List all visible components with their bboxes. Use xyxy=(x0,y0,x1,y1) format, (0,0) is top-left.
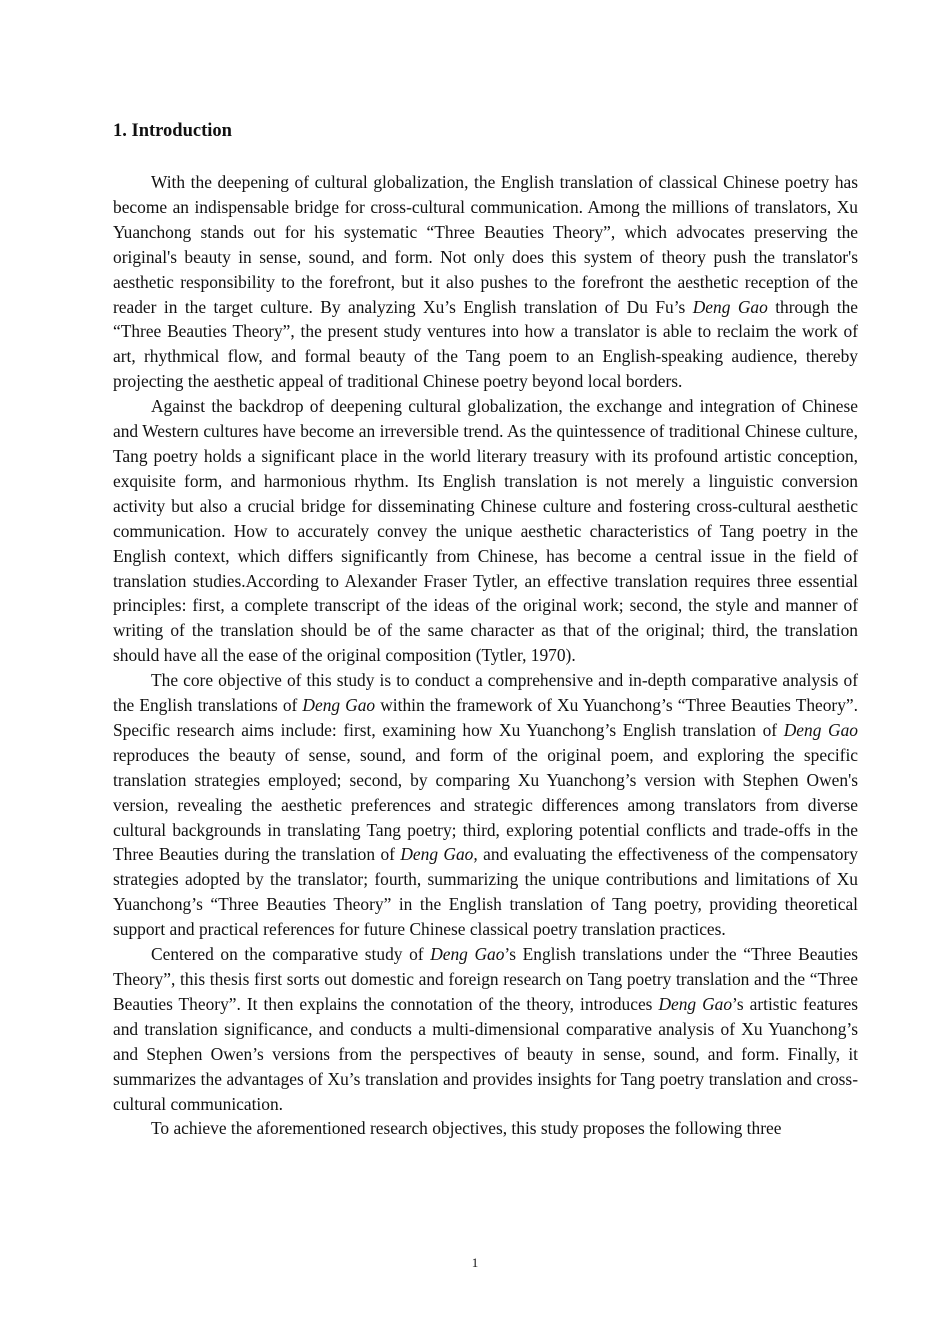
body-text xyxy=(113,170,858,1141)
section-title: Introduction xyxy=(131,121,232,141)
text-run: reproduces the beauty of sense, sound, and form of the original poem, and exploring the specific translation strategies employed; second, by comparing Xu Yuanchong’s version with Stephen Owen's version, revealing the aesthetic preferences and strategic differences among translators from diverse cultural backgrounds in translating Tang poetry; third, exploring potential conflicts and trade-offs in the Three Beauties during the translation of xyxy=(113,744,858,865)
paragraph xyxy=(113,1116,858,1141)
text-run: With the deepening of cultural globalization, the English translation of classical Chinese poetry has become an indispensable bridge for cross-cultural communication. Among the millions of translators, Xu Yuanchong stands out for his systematic “Three Beauties Theory”, which advocates preserving the original's beauty in sense, sound, and form. Not only does this system of theory push the translator's aesthetic responsibility to the forefront, but it also pushes to the forefront the aesthetic reception of the reader in the target culture. By analyzing Xu’s English translation of Du Fu’s xyxy=(113,172,858,317)
page-number: 1 xyxy=(471,1255,479,1270)
italic-title: Deng Gao xyxy=(430,944,505,965)
italic-title: Deng Gao xyxy=(783,719,858,740)
text-run: ’s artistic features and translation significance, and conducts a multi-dimensional comparative analysis of Xu Yuanchong’s and Stephen Owen’s versions from the perspectives of beauty in sense, sound, and form. Finally, it summarizes the advantages of Xu’s translation and provides insights for Tang poetry translation and cross-cultural communication. xyxy=(113,993,858,1114)
italic-title: Deng Gao, xyxy=(400,844,478,865)
section-number: 1. xyxy=(113,121,127,141)
paragraph xyxy=(113,394,858,668)
section-heading xyxy=(113,119,232,143)
italic-title: Deng Gao xyxy=(658,993,733,1014)
text-run: To achieve the aforementioned research objectives, this study proposes the following three xyxy=(151,1118,782,1139)
paragraph xyxy=(113,170,858,394)
text-run: Centered on the comparative study of xyxy=(151,944,431,965)
text-run: through the “Three Beauties Theory”, the present study ventures into how a translator is able to reclaim the work of art, rhythmical flow, and formal beauty of the Tang poem to an English-speaking audience, thereby projecting the aesthetic appeal of traditional Chinese poetry beyond local borders. xyxy=(113,296,859,392)
text-run: Against the backdrop of deepening cultural globalization, the exchange and integration of Chinese and Western cultures have become an irreversible trend. As the quintessence of traditional Chinese culture, Tang poetry holds a significant place in the world literary treasury with its profound artistic conception, exquisite form, and harmonious rhythm. Its English translation is not merely a linguistic conversion activity but also a crucial bridge for disseminating Chinese culture and fostering cross-cultural aesthetic communication. How to accurately convey the unique aesthetic characteristics of Tang poetry in the English context, which differs significantly from Chinese, has become a central issue in the field of translation studies.According to Alexander Fraser Tytler, an effective translation requires three essential principles: first, a complete transcript of the ideas of the original work; second, the style and manner of writing of the translation should be of the same character as that of the original; third, the translation should have all the ease of the original composition (Tytler, 1970). xyxy=(113,396,858,666)
text-run: The core objective of this study is to conduct a comprehensive and in-depth comparative analysis of the English translations of xyxy=(113,670,858,716)
text-run: within the framework of Xu Yuanchong’s “Three Beauties Theory”. Specific research aims include: first, examining how Xu Yuanchong’s English translation of xyxy=(113,695,858,740)
text-run: ’s English translations under the “Three Beauties Theory”, this thesis first sorts out domestic and foreign research on Tang poetry translation and the “Three Beauties Theory”. It then explains the connotation of the theory, introduces xyxy=(113,944,858,1014)
paragraph xyxy=(113,668,858,942)
paragraph xyxy=(113,942,858,1116)
italic-title: Deng Gao xyxy=(302,695,376,716)
text-run: and evaluating the effectiveness of the compensatory strategies adopted by the translator; fourth, summarizing the unique contributions and limitations of Xu Yuanchong’s “Three Beauties Theory” in the English translation of Tang poetry, providing theoretical support and practical references for future Chinese classical poetry translation practices. xyxy=(113,844,858,940)
italic-title: Deng Gao xyxy=(692,296,768,317)
